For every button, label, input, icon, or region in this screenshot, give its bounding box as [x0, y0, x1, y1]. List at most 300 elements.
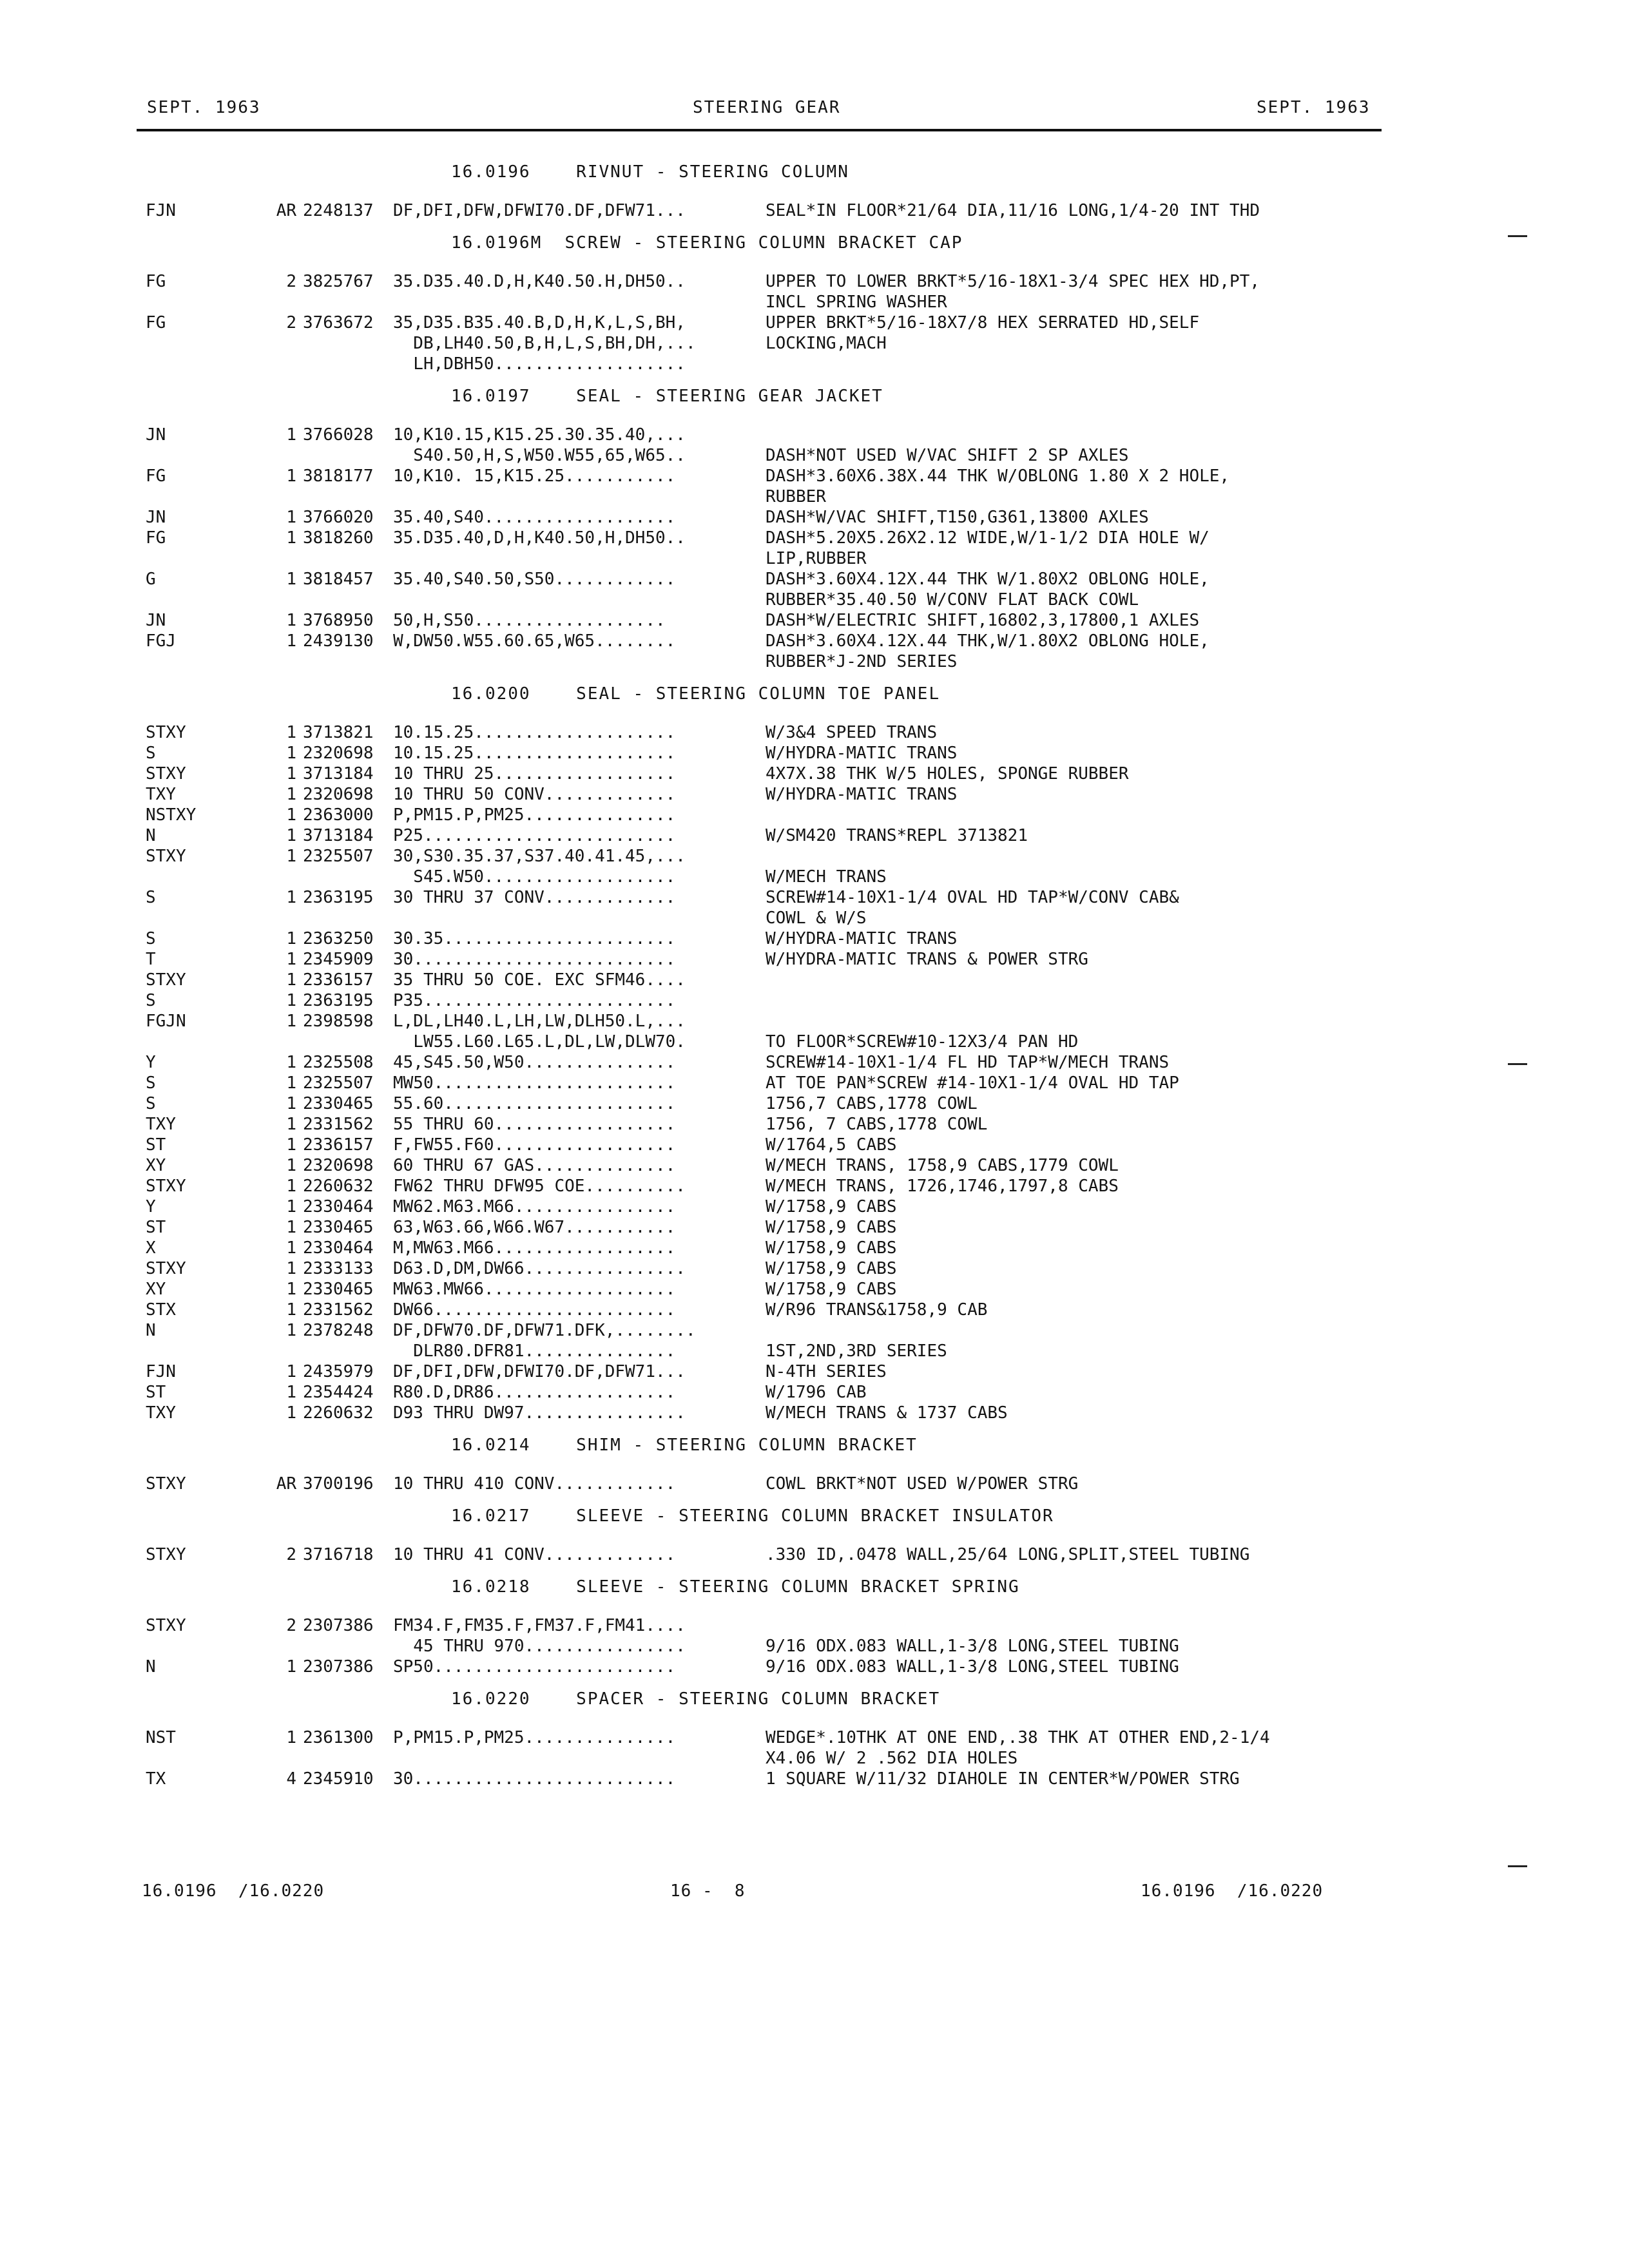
model-applicability: 30,S30.35.37,S37.40.41.45,...: [393, 847, 686, 866]
model-applicability: DF,DFW70.DF,DFW71.DFK,........: [393, 1321, 696, 1340]
parts-row: [0, 929, 1629, 950]
part-description: UPPER BRKT*5/16-18X7/8 HEX SERRATED HD,SELF: [766, 313, 1200, 332]
parts-row: [0, 1341, 1629, 1362]
parts-row: [0, 1053, 1629, 1073]
model-applicability: P,PM15.P,PM25...............: [393, 805, 676, 825]
part-description: W/MECH TRANS, 1758,9 CABS,1779 COWL: [766, 1156, 1119, 1175]
model-applicability: 10,K10.15,K15.25.30.35.40,...: [393, 425, 686, 445]
parts-row: [0, 867, 1629, 888]
model-code: XY: [146, 1156, 166, 1175]
header-title: STEERING GEAR: [693, 98, 841, 117]
parts-row: [0, 1177, 1629, 1197]
part-number: 2248137: [303, 201, 374, 220]
parts-row: [0, 1362, 1629, 1383]
parts-row: [0, 466, 1629, 487]
part-number: 3763672: [303, 313, 374, 332]
model-applicability: M,MW63.M66..................: [393, 1238, 676, 1258]
part-description: 1756, 7 CABS,1778 COWL: [766, 1115, 988, 1134]
quantity: 2: [286, 1616, 296, 1635]
part-description: SCREW#14-10X1-1/4 OVAL HD TAP*W/CONV CAB&: [766, 888, 1179, 907]
quantity: 1: [286, 570, 296, 589]
part-number: 2260632: [303, 1177, 374, 1196]
section-title: 16.0196M SCREW - STEERING COLUMN BRACKET CAP: [451, 233, 963, 253]
part-number: 2361300: [303, 1728, 374, 1747]
quantity: 1: [286, 1218, 296, 1237]
part-number: 2363250: [303, 929, 374, 948]
parts-row: [0, 888, 1629, 908]
quantity: 1: [286, 508, 296, 527]
quantity: 1: [286, 929, 296, 948]
part-description: AT TOE PAN*SCREW #14-10X1-1/4 OVAL HD TAP: [766, 1073, 1179, 1093]
part-description: W/1764,5 CABS: [766, 1135, 897, 1155]
model-code: FG: [146, 313, 166, 332]
part-number: 3768950: [303, 611, 374, 630]
part-description: W/HYDRA-MATIC TRANS: [766, 929, 958, 948]
quantity: 1: [286, 611, 296, 630]
part-number: 2320698: [303, 785, 374, 804]
part-description: DASH*3.60X6.38X.44 THK W/OBLONG 1.80 X 2 HOLE,: [766, 466, 1230, 486]
part-description: DASH*W/ELECTRIC SHIFT,16802,3,17800,1 AXLES: [766, 611, 1200, 630]
model-applicability: 45 THRU 970................: [393, 1637, 686, 1656]
part-number: 3818260: [303, 528, 374, 548]
model-applicability: FM34.F,FM35.F,FM37.F,FM41....: [393, 1616, 686, 1635]
model-applicability: 30.35.......................: [393, 929, 676, 948]
part-description: DASH*3.60X4.12X.44 THK W/1.80X2 OBLONG HOLE,: [766, 570, 1210, 589]
quantity: 1: [286, 1300, 296, 1320]
part-number: 2330465: [303, 1094, 374, 1113]
parts-row: [0, 1545, 1629, 1566]
quantity: 1: [286, 1383, 296, 1402]
section-heading: [0, 1687, 1629, 1728]
parts-catalog-body: [0, 160, 1629, 1799]
quantity: 2: [286, 313, 296, 332]
model-code: FG: [146, 528, 166, 548]
section-heading: [0, 682, 1629, 723]
section-heading: [0, 160, 1629, 201]
model-code: X: [146, 1238, 156, 1258]
quantity: 1: [286, 528, 296, 548]
part-number: 3825767: [303, 272, 374, 291]
quantity: 1: [286, 1259, 296, 1278]
model-applicability: 10 THRU 25..................: [393, 764, 676, 783]
model-applicability: 55.60.......................: [393, 1094, 676, 1113]
part-number: 2398598: [303, 1012, 374, 1031]
part-number: 2336157: [303, 970, 374, 990]
parts-row: [0, 425, 1629, 446]
model-applicability: LH,DBH50...................: [393, 354, 686, 374]
model-applicability: FW62 THRU DFW95 COE..........: [393, 1177, 686, 1196]
section-spacer: [0, 1566, 1629, 1575]
model-applicability: DLR80.DFR81...............: [393, 1341, 676, 1361]
part-description: 9/16 ODX.083 WALL,1-3/8 LONG,STEEL TUBING: [766, 1657, 1179, 1677]
parts-row: [0, 1300, 1629, 1321]
quantity: 1: [286, 826, 296, 845]
quantity: 2: [286, 1545, 296, 1564]
model-applicability: DF,DFI,DFW,DFWI70.DF,DFW71...: [393, 1362, 686, 1381]
header-left-date: SEPT. 1963: [147, 98, 261, 117]
part-description: SCREW#14-10X1-1/4 FL HD TAP*W/MECH TRANS: [766, 1053, 1170, 1072]
part-number: 2336157: [303, 1135, 374, 1155]
parts-row: [0, 590, 1629, 611]
parts-row: [0, 652, 1629, 673]
parts-row: [0, 446, 1629, 466]
section-title: 16.0217 SLEEVE - STEERING COLUMN BRACKET INSULATOR: [451, 1506, 1054, 1526]
model-code: NST: [146, 1728, 176, 1747]
part-description: WEDGE*.10THK AT ONE END,.38 THK AT OTHER END,2-1/4: [766, 1728, 1270, 1747]
model-applicability: DB,LH40.50,B,H,L,S,BH,DH,...: [393, 334, 696, 353]
part-number: 2331562: [303, 1300, 374, 1320]
footer-right-range: 16.0196 /16.0220: [1141, 1881, 1324, 1901]
model-applicability: S45.W50...................: [393, 867, 676, 887]
model-code: JN: [146, 611, 166, 630]
quantity: 1: [286, 1362, 296, 1381]
part-number: 3716718: [303, 1545, 374, 1564]
part-description: RUBBER*J-2ND SERIES: [766, 652, 958, 671]
model-code: FJN: [146, 201, 176, 220]
parts-row: [0, 1156, 1629, 1177]
section-title: 16.0220 SPACER - STEERING COLUMN BRACKET: [451, 1689, 941, 1709]
parts-row: [0, 1218, 1629, 1238]
section-title: 16.0196 RIVNUT - STEERING COLUMN: [451, 162, 849, 182]
quantity: 1: [286, 1321, 296, 1340]
model-applicability: L,DL,LH40.L,LH,LW,DLH50.L,...: [393, 1012, 686, 1031]
parts-row: [0, 723, 1629, 744]
part-description: 4X7X.38 THK W/5 HOLES, SPONGE RUBBER: [766, 764, 1129, 783]
model-code: FG: [146, 466, 166, 486]
model-code: FG: [146, 272, 166, 291]
part-number: 2331562: [303, 1115, 374, 1134]
quantity: 1: [286, 950, 296, 969]
part-number: 2330464: [303, 1197, 374, 1216]
model-applicability: 10 THRU 410 CONV............: [393, 1474, 676, 1494]
section-spacer: [0, 1495, 1629, 1504]
part-description: X4.06 W/ 2 .562 DIA HOLES: [766, 1749, 1018, 1768]
quantity: 1: [286, 723, 296, 742]
part-description: W/3&4 SPEED TRANS: [766, 723, 938, 742]
part-number: 2307386: [303, 1657, 374, 1677]
parts-row: [0, 611, 1629, 631]
part-description: SEAL*IN FLOOR*21/64 DIA,11/16 LONG,1/4-20 INT THD: [766, 201, 1260, 220]
section-title: 16.0197 SEAL - STEERING GEAR JACKET: [451, 387, 883, 406]
model-code: N: [146, 826, 156, 845]
model-code: ST: [146, 1135, 166, 1155]
part-description: COWL BRKT*NOT USED W/POWER STRG: [766, 1474, 1079, 1494]
part-description: DASH*5.20X5.26X2.12 WIDE,W/1-1/2 DIA HOLE W/: [766, 528, 1210, 548]
section-spacer: [0, 1790, 1629, 1799]
model-applicability: F,FW55.F60..................: [393, 1135, 676, 1155]
parts-row: [0, 1280, 1629, 1300]
model-code: FGJN: [146, 1012, 186, 1031]
parts-row: [0, 313, 1629, 334]
model-applicability: 10 THRU 41 CONV.............: [393, 1545, 676, 1564]
margin-mark: [1508, 1865, 1527, 1867]
part-description: W/MECH TRANS, 1726,1746,1797,8 CABS: [766, 1177, 1119, 1196]
section-heading: [0, 1504, 1629, 1545]
part-number: 2363195: [303, 991, 374, 1010]
part-description: W/1758,9 CABS: [766, 1259, 897, 1278]
part-number: 2354424: [303, 1383, 374, 1402]
quantity: 1: [286, 631, 296, 651]
model-applicability: 35 THRU 50 COE. EXC SFM46....: [393, 970, 686, 990]
part-number: 2363000: [303, 805, 374, 825]
model-applicability: SP50........................: [393, 1657, 676, 1677]
part-description: 9/16 ODX.083 WALL,1-3/8 LONG,STEEL TUBING: [766, 1637, 1179, 1656]
part-description: UPPER TO LOWER BRKT*5/16-18X1-3/4 SPEC HEX HD,PT,: [766, 272, 1260, 291]
model-code: NSTXY: [146, 805, 197, 825]
model-applicability: MW63.MW66...................: [393, 1280, 676, 1299]
parts-row: [0, 970, 1629, 991]
model-applicability: D93 THRU DW97................: [393, 1403, 686, 1423]
parts-row: [0, 1769, 1629, 1790]
section-spacer: [0, 375, 1629, 384]
section-spacer: [0, 222, 1629, 231]
quantity: 1: [286, 1156, 296, 1175]
model-code: N: [146, 1321, 156, 1340]
parts-row: [0, 293, 1629, 313]
model-code: STXY: [146, 1177, 186, 1196]
part-number: 2325507: [303, 847, 374, 866]
quantity: 1: [286, 1177, 296, 1196]
model-applicability: P,PM15.P,PM25...............: [393, 1728, 676, 1747]
parts-row: [0, 1197, 1629, 1218]
parts-row: [0, 1321, 1629, 1341]
quantity: 1: [286, 888, 296, 907]
part-description: W/HYDRA-MATIC TRANS: [766, 785, 958, 804]
part-number: 3713184: [303, 826, 374, 845]
parts-row: [0, 764, 1629, 785]
part-number: 3766028: [303, 425, 374, 445]
part-number: 3713821: [303, 723, 374, 742]
model-code: STXY: [146, 847, 186, 866]
part-number: 3713184: [303, 764, 374, 783]
model-code: JN: [146, 508, 166, 527]
part-description: W/1758,9 CABS: [766, 1280, 897, 1299]
model-code: G: [146, 570, 156, 589]
model-code: STXY: [146, 1474, 186, 1494]
model-applicability: 10.15.25....................: [393, 744, 676, 763]
quantity: AR: [276, 1474, 296, 1494]
parts-row: [0, 508, 1629, 528]
quantity: 1: [286, 744, 296, 763]
parts-row: [0, 847, 1629, 867]
section-spacer: [0, 673, 1629, 682]
part-description: W/1758,9 CABS: [766, 1197, 897, 1216]
parts-row: [0, 631, 1629, 652]
model-code: STXY: [146, 970, 186, 990]
part-description: W/1758,9 CABS: [766, 1238, 897, 1258]
quantity: 1: [286, 805, 296, 825]
quantity: 1: [286, 1012, 296, 1031]
quantity: 1: [286, 466, 296, 486]
section-spacer: [0, 1424, 1629, 1433]
model-applicability: D63.D,DM,DW66................: [393, 1259, 686, 1278]
model-code: S: [146, 888, 156, 907]
part-number: 2320698: [303, 744, 374, 763]
part-number: 2330465: [303, 1280, 374, 1299]
model-applicability: 35,D35.B35.40.B,D,H,K,L,S,BH,: [393, 313, 686, 332]
margin-mark: [1508, 1063, 1527, 1065]
parts-row: [0, 1403, 1629, 1424]
model-applicability: 10,K10. 15,K15.25...........: [393, 466, 676, 486]
parts-row: [0, 1616, 1629, 1637]
quantity: AR: [276, 201, 296, 220]
model-applicability: W,DW50.W55.60.65,W65........: [393, 631, 676, 651]
part-description: LIP,RUBBER: [766, 549, 867, 568]
model-applicability: S40.50,H,S,W50.W55,65,W65..: [393, 446, 686, 465]
section-title: 16.0214 SHIM - STEERING COLUMN BRACKET: [451, 1436, 918, 1455]
part-number: 2325507: [303, 1073, 374, 1093]
parts-row: [0, 1637, 1629, 1657]
model-code: STXY: [146, 764, 186, 783]
quantity: 1: [286, 1053, 296, 1072]
model-code: ST: [146, 1218, 166, 1237]
quantity: 1: [286, 1728, 296, 1747]
quantity: 2: [286, 272, 296, 291]
quantity: 1: [286, 970, 296, 990]
model-code: Y: [146, 1197, 156, 1216]
model-code: S: [146, 929, 156, 948]
quantity: 1: [286, 991, 296, 1010]
model-code: STXY: [146, 1259, 186, 1278]
model-applicability: 35.D35.40.D,H,K40.50.H,DH50..: [393, 272, 686, 291]
parts-row: [0, 549, 1629, 570]
part-description: 1756,7 CABS,1778 COWL: [766, 1094, 978, 1113]
quantity: 1: [286, 425, 296, 445]
parts-row: [0, 272, 1629, 293]
model-applicability: 55 THRU 60..................: [393, 1115, 676, 1134]
section-heading: [0, 384, 1629, 425]
parts-row: [0, 991, 1629, 1012]
parts-row: [0, 570, 1629, 590]
parts-row: [0, 1749, 1629, 1769]
part-number: 2307386: [303, 1616, 374, 1635]
part-description: COWL & W/S: [766, 908, 867, 928]
parts-row: [0, 1135, 1629, 1156]
part-number: 3818177: [303, 466, 374, 486]
part-number: 2439130: [303, 631, 374, 651]
model-applicability: 30..........................: [393, 950, 676, 969]
model-code: Y: [146, 1053, 156, 1072]
model-code: STXY: [146, 723, 186, 742]
model-applicability: LW55.L60.L65.L,DL,LW,DLW70.: [393, 1032, 686, 1052]
model-applicability: 10.15.25....................: [393, 723, 676, 742]
model-code: S: [146, 744, 156, 763]
section-title: 16.0218 SLEEVE - STEERING COLUMN BRACKET SPRING: [451, 1577, 1020, 1597]
model-code: STXY: [146, 1616, 186, 1635]
header-right-date: SEPT. 1963: [1257, 98, 1371, 117]
model-applicability: 35.40,S40...................: [393, 508, 676, 527]
quantity: 1: [286, 847, 296, 866]
quantity: 4: [286, 1769, 296, 1789]
parts-row: [0, 1073, 1629, 1094]
margin-mark: [1508, 235, 1527, 237]
part-description: RUBBER: [766, 487, 826, 506]
section-heading: [0, 1575, 1629, 1616]
parts-row: [0, 354, 1629, 375]
model-code: TXY: [146, 1115, 176, 1134]
part-number: 2363195: [303, 888, 374, 907]
part-description: W/HYDRA-MATIC TRANS: [766, 744, 958, 763]
model-applicability: DF,DFI,DFW,DFWI70.DF,DFW71...: [393, 201, 686, 220]
part-number: 2345909: [303, 950, 374, 969]
quantity: 1: [286, 785, 296, 804]
parts-row: [0, 1657, 1629, 1678]
part-description: W/1796 CAB: [766, 1383, 867, 1402]
part-number: 3818457: [303, 570, 374, 589]
model-applicability: 30 THRU 37 CONV.............: [393, 888, 676, 907]
model-code: STX: [146, 1300, 176, 1320]
part-number: 2330464: [303, 1238, 374, 1258]
parts-row: [0, 826, 1629, 847]
model-code: S: [146, 1073, 156, 1093]
parts-row: [0, 744, 1629, 764]
part-description: W/SM420 TRANS*REPL 3713821: [766, 826, 1028, 845]
parts-row: [0, 1032, 1629, 1053]
part-description: N-4TH SERIES: [766, 1362, 887, 1381]
part-description: INCL SPRING WASHER: [766, 293, 947, 312]
parts-row: [0, 950, 1629, 970]
parts-row: [0, 908, 1629, 929]
model-applicability: 63,W63.66,W66.W67...........: [393, 1218, 676, 1237]
model-code: T: [146, 950, 156, 969]
parts-row: [0, 1012, 1629, 1032]
part-description: DASH*NOT USED W/VAC SHIFT 2 SP AXLES: [766, 446, 1129, 465]
parts-row: [0, 201, 1629, 222]
model-code: ST: [146, 1383, 166, 1402]
model-code: FGJ: [146, 631, 176, 651]
parts-row: [0, 1115, 1629, 1135]
model-code: N: [146, 1657, 156, 1677]
part-number: 2345910: [303, 1769, 374, 1789]
part-description: LOCKING,MACH: [766, 334, 887, 353]
part-description: W/1758,9 CABS: [766, 1218, 897, 1237]
part-number: 2330465: [303, 1218, 374, 1237]
quantity: 1: [286, 1657, 296, 1677]
quantity: 1: [286, 1073, 296, 1093]
model-code: FJN: [146, 1362, 176, 1381]
model-applicability: MW50........................: [393, 1073, 676, 1093]
model-applicability: P35.........................: [393, 991, 676, 1010]
part-description: TO FLOOR*SCREW#10-12X3/4 PAN HD: [766, 1032, 1079, 1052]
section-heading: [0, 1433, 1629, 1474]
parts-row: [0, 1238, 1629, 1259]
model-code: XY: [146, 1280, 166, 1299]
model-applicability: MW62.M63.M66................: [393, 1197, 676, 1216]
quantity: 1: [286, 1135, 296, 1155]
parts-row: [0, 334, 1629, 354]
model-applicability: 10 THRU 50 CONV.............: [393, 785, 676, 804]
header-rule: [137, 129, 1382, 131]
model-applicability: P25.........................: [393, 826, 676, 845]
part-description: DASH*W/VAC SHIFT,T150,G361,13800 AXLES: [766, 508, 1149, 527]
footer-left-range: 16.0196 /16.0220: [142, 1881, 325, 1901]
section-spacer: [0, 1678, 1629, 1687]
model-code: TXY: [146, 785, 176, 804]
model-applicability: 35.D35.40,D,H,K40.50,H,DH50..: [393, 528, 686, 548]
part-number: 2260632: [303, 1403, 374, 1423]
part-description: 1ST,2ND,3RD SERIES: [766, 1341, 947, 1361]
section-title: 16.0200 SEAL - STEERING COLUMN TOE PANEL: [451, 684, 941, 704]
part-description: W/MECH TRANS: [766, 867, 887, 887]
quantity: 1: [286, 1094, 296, 1113]
model-applicability: 60 THRU 67 GAS..............: [393, 1156, 676, 1175]
quantity: 1: [286, 1115, 296, 1134]
model-code: JN: [146, 425, 166, 445]
parts-row: [0, 1259, 1629, 1280]
part-description: W/HYDRA-MATIC TRANS & POWER STRG: [766, 950, 1088, 969]
quantity: 1: [286, 1403, 296, 1423]
model-applicability: 35.40,S40.50,S50............: [393, 570, 676, 589]
